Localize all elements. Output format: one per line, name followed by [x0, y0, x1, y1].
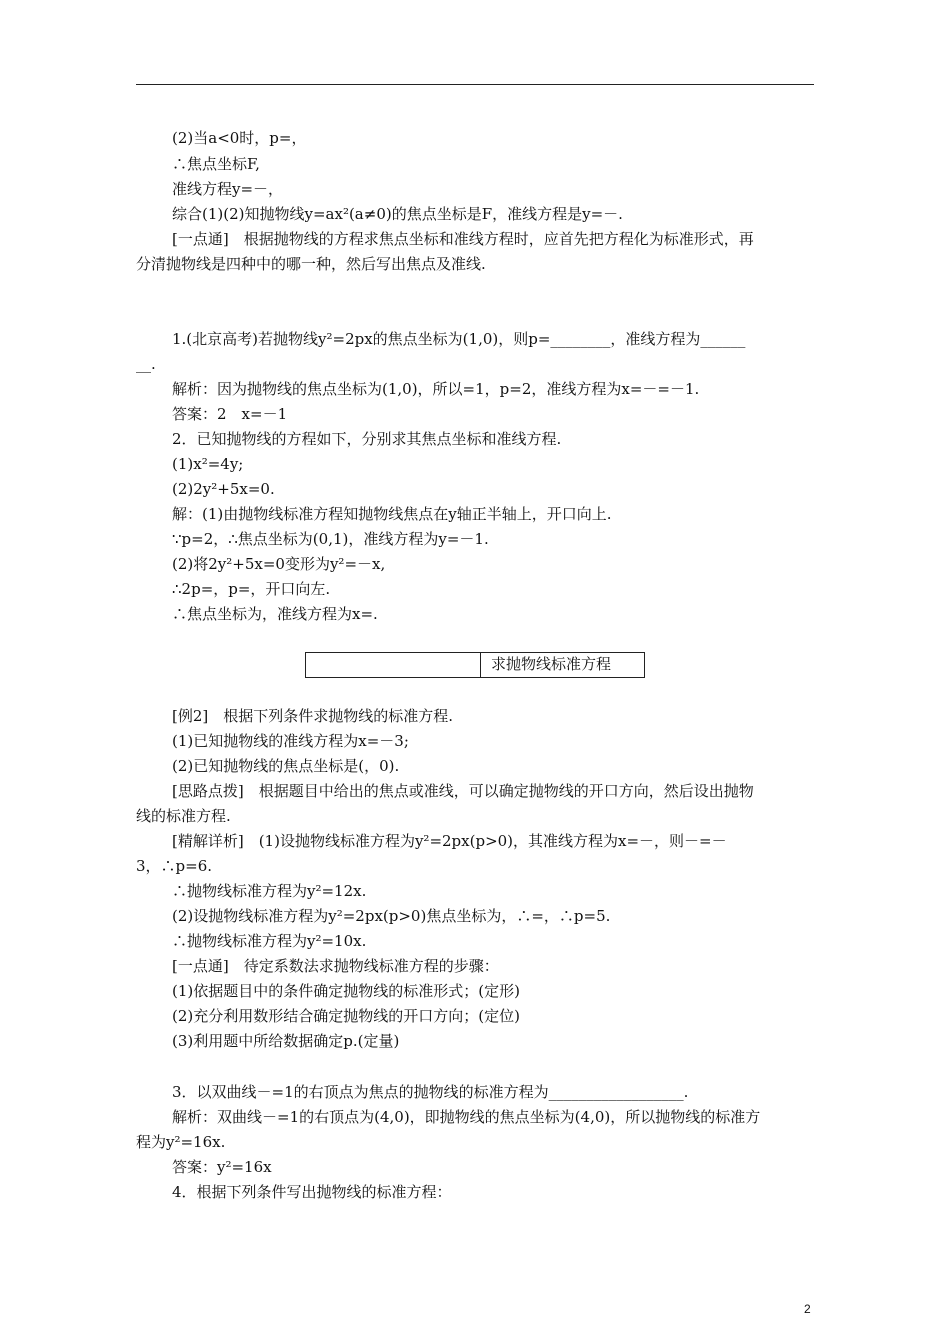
text-line: (3)利用题中所给数据确定p.(定量) — [172, 1032, 400, 1050]
text-line: 线的标准方程. — [136, 807, 231, 825]
text-line: (2)将2y²+5x=0变形为y²=－x, — [172, 555, 386, 573]
text-line: ∴焦点坐标为，准线方程为x=. — [172, 605, 378, 623]
text-line: 4．根据下列条件写出抛物线的标准方程： — [172, 1183, 452, 1201]
header-rule — [136, 84, 814, 85]
text-line: 准线方程y=－， — [172, 180, 284, 198]
page-number: 2 — [804, 1302, 811, 1316]
text-line: ∵p=2，∴焦点坐标为(0,1)，准线方程为y=－1. — [172, 530, 489, 548]
table-cell-heading: 求抛物线标准方程 — [491, 655, 612, 673]
text-line: (2)已知抛物线的焦点坐标是(，0). — [172, 757, 400, 775]
text-line: (2)当a<0时，p=， — [172, 129, 307, 147]
text-line: 3，∴p=6. — [136, 857, 213, 875]
text-line: 程为y²=16x. — [136, 1133, 226, 1151]
text-line: (2)设抛物线标准方程为y²=2px(p>0)焦点坐标为，∴=，∴p=5. — [172, 907, 611, 925]
text-line: [一点通] 待定系数法求抛物线标准方程的步骤： — [172, 957, 499, 975]
text-line: 分清抛物线是四种中的哪一种，然后写出焦点及准线. — [136, 255, 486, 273]
text-line: [例2] 根据下列条件求抛物线的标准方程. — [172, 707, 454, 725]
text-line: (1)已知抛物线的准线方程为x=－3; — [172, 732, 409, 750]
text-line: ∴抛物线标准方程为y²=10x. — [172, 932, 367, 950]
text-line: 3．以双曲线－=1的右顶点为焦点的抛物线的标准方程为__________________. — [172, 1083, 689, 1101]
text-line: 解：(1)由抛物线标准方程知抛物线焦点在y轴正半轴上，开口向上. — [172, 505, 612, 523]
text-line: [一点通] 根据抛物线的方程求焦点坐标和准线方程时，应首先把方程化为标准形式，再 — [172, 230, 754, 248]
text-line: 1.(北京高考)若抛物线y²=2px的焦点坐标为(1,0)，则p=________，准线方程为______ — [172, 330, 746, 348]
text-line: [精解详析] (1)设抛物线标准方程为y²=2px(p>0)，其准线方程为x=－，则－=－ — [172, 832, 727, 850]
section-table — [305, 652, 645, 678]
text-line: (2)2y²+5x=0. — [172, 480, 275, 498]
text-line: ∴焦点坐标F, — [172, 155, 260, 173]
text-line: ∴2p=，p=，开口向左. — [172, 580, 331, 598]
text-line: 答案：y²=16x — [172, 1158, 272, 1176]
text-line: (1)依据题目中的条件确定抛物线的标准形式；(定形) — [172, 982, 520, 1000]
text-line: 解析：双曲线－=1的右顶点为(4,0)，即抛物线的焦点坐标为(4,0)，所以抛物线的标准方 — [172, 1108, 761, 1126]
text-line: 解析：因为抛物线的焦点坐标为(1,0)，所以=1，p=2，准线方程为x=－=－1. — [172, 380, 700, 398]
text-line: [思路点拨] 根据题目中给出的焦点或准线，可以确定抛物线的开口方向，然后设出抛物 — [172, 782, 754, 800]
text-line: 综合(1)(2)知抛物线y=ax²(a≠0)的焦点坐标是F，准线方程是y=－. — [172, 205, 623, 223]
text-line: (1)x²=4y; — [172, 455, 244, 473]
text-line: 2．已知抛物线的方程如下，分别求其焦点坐标和准线方程. — [172, 430, 562, 448]
text-line: (2)充分利用数形结合确定抛物线的开口方向；(定位) — [172, 1007, 520, 1025]
table-cell-empty — [306, 653, 481, 677]
text-line: __. — [136, 355, 156, 373]
text-line: ∴抛物线标准方程为y²=12x. — [172, 882, 367, 900]
text-line: 答案：2 x=－1 — [172, 405, 288, 423]
